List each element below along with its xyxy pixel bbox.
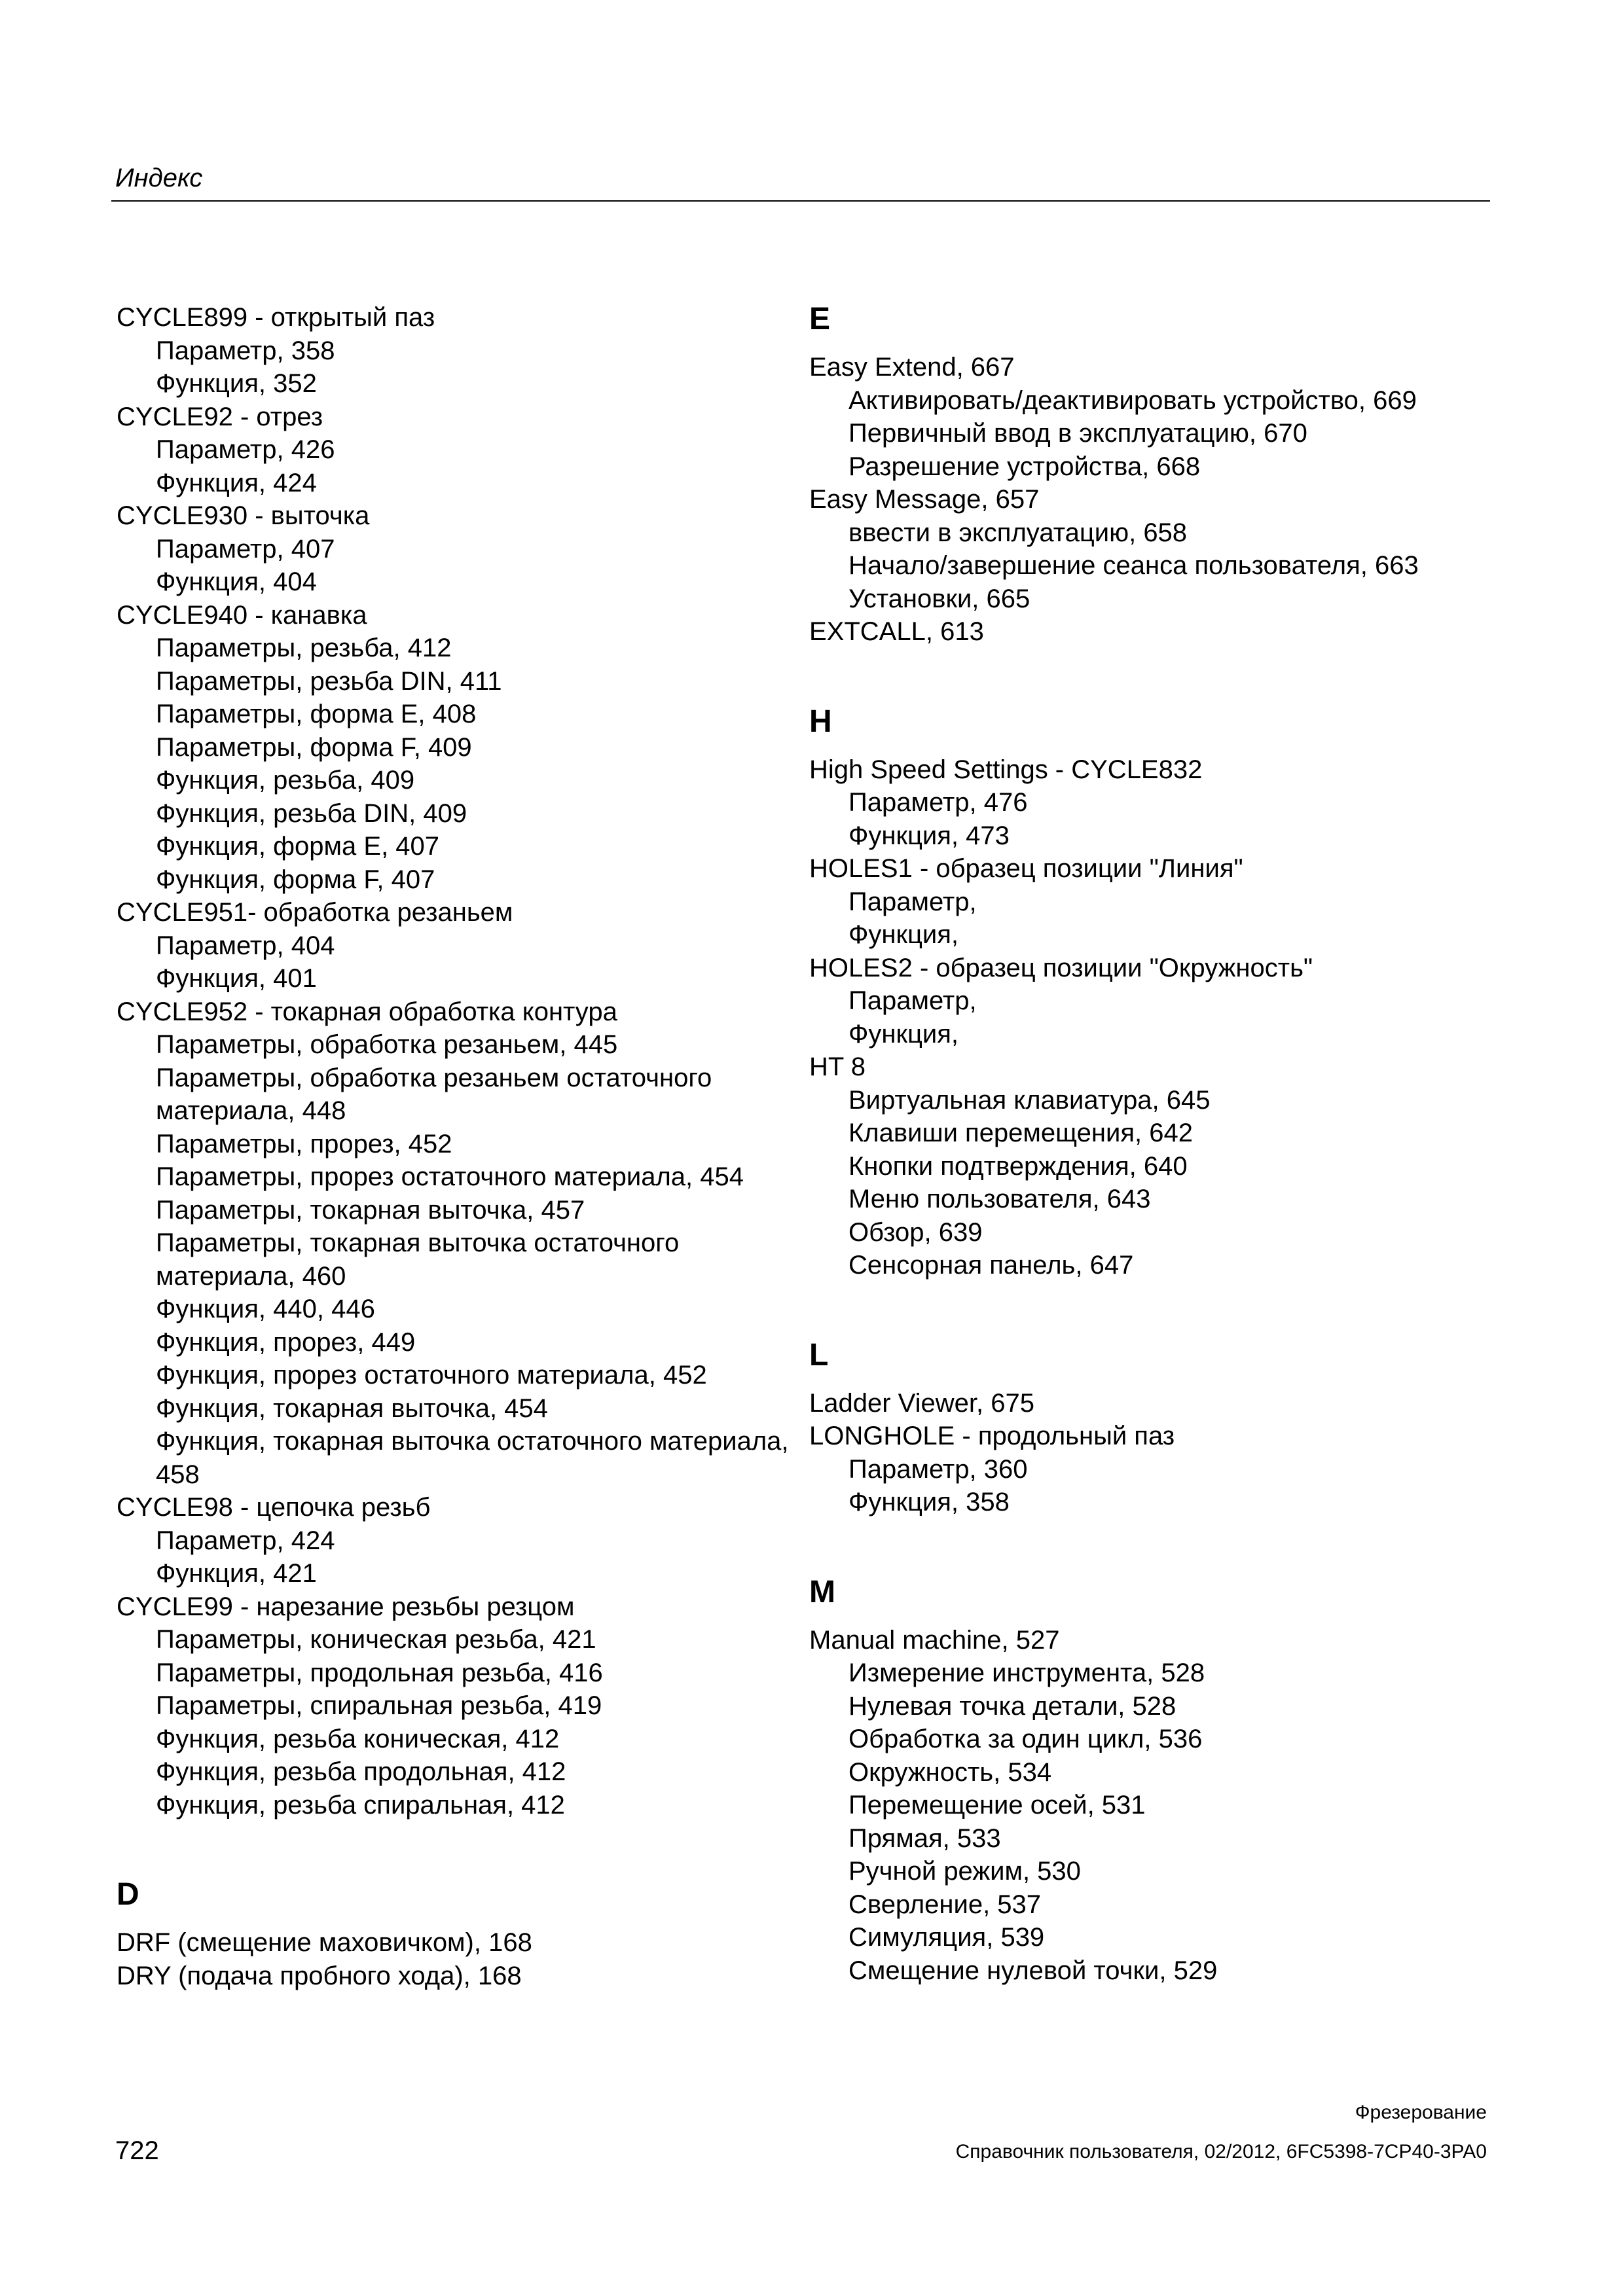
index-section-letter: L	[809, 1337, 829, 1372]
index-subentry: Активировать/деактивировать устройство, 669	[848, 386, 1417, 415]
index-subentry: Виртуальная клавиатура, 645	[848, 1085, 1211, 1115]
index-entry: CYCLE99 - нарезание резьбы резцом	[117, 1592, 575, 1621]
index-subentry: Функция, прорез остаточного материала, 452	[156, 1361, 707, 1390]
index-entry: HT 8	[809, 1052, 866, 1081]
header-divider	[111, 200, 1490, 202]
index-subentry: Параметры, продольная резьба, 416	[156, 1658, 603, 1687]
index-subentry: Параметр, 407	[156, 534, 335, 564]
index-section-letter: H	[809, 704, 832, 739]
index-column-left	[117, 301, 824, 1992]
index-subentry: Функция,	[848, 1019, 959, 1049]
index-subentry: Параметр, 358	[156, 336, 335, 365]
index-subentry: Параметры, токарная выточка остаточного материала, 460	[156, 1229, 680, 1291]
index-entry: Manual machine, 527	[809, 1625, 1060, 1655]
index-subentry: Функция, 440, 446	[156, 1295, 375, 1323]
index-column-right	[809, 301, 1516, 1987]
index-subentry: Параметр,	[848, 986, 977, 1015]
index-subentry: Обзор, 639	[848, 1217, 983, 1247]
index-section-letter: D	[117, 1877, 139, 1912]
index-entry: CYCLE952 - токарная обработка контура	[117, 997, 617, 1026]
index-subentry: Параметр, 426	[156, 435, 335, 464]
index-subentry: Параметры, резьба DIN, 411	[156, 666, 502, 696]
index-subentry: Меню пользователя, 643	[848, 1185, 1151, 1213]
index-entry: High Speed Settings - CYCLE832	[809, 755, 1203, 784]
index-entry: DRF (смещение маховичком), 168	[117, 1928, 532, 1957]
index-subentry: Начало/завершение сеанса пользователя, 663	[848, 551, 1419, 580]
index-entry: HOLES1 - образец позиции "Линия"	[809, 854, 1243, 883]
index-entry: EXTCALL, 613	[809, 617, 984, 646]
index-entry: CYCLE951- обработка резаньем	[117, 898, 513, 927]
page-header-title: Индекс	[115, 164, 203, 192]
index-subentry: Функция, резьба коническая, 412	[156, 1724, 560, 1753]
index-subentry: Параметр, 360	[848, 1454, 1028, 1484]
index-subentry: Обработка за один цикл, 536	[848, 1725, 1203, 1753]
index-subentry: Установки, 665	[848, 584, 1030, 613]
footer-reference: Справочник пользователя, 02/2012, 6FC5398-7CP40-3PA0	[955, 2141, 1487, 2162]
index-subentry: Функция, 404	[156, 567, 317, 596]
index-subentry: Параметр, 404	[156, 931, 335, 960]
index-subentry: Смещение нулевой точки, 529	[848, 1956, 1218, 1985]
index-subentry: Параметр, 476	[848, 788, 1028, 817]
footer-page-number: 722	[115, 2136, 159, 2165]
index-subentry: Функция, 421	[156, 1559, 317, 1588]
index-subentry: Параметры, форма E, 408	[156, 700, 477, 728]
index-subentry: Параметры, прорез остаточного материала, 454	[156, 1162, 744, 1191]
index-subentry: Нулевая точка детали, 528	[848, 1691, 1176, 1721]
index-subentry: Параметры, форма F, 409	[156, 732, 472, 762]
index-subentry: Параметр, 424	[156, 1526, 335, 1555]
index-subentry: Функция, резьба продольная, 412	[156, 1757, 566, 1786]
index-subentry: Разрешение устройства, 668	[848, 452, 1201, 481]
index-subentry: Функция, 352	[156, 369, 317, 398]
index-subentry: Параметры, обработка резаньем, 445	[156, 1030, 618, 1059]
index-subentry: Параметры, спиральная резьба, 419	[156, 1691, 602, 1720]
index-subentry: Функция, прорез, 449	[156, 1327, 416, 1357]
index-section-letter: E	[809, 302, 831, 336]
index-subentry: Сенсорная панель, 647	[848, 1251, 1134, 1280]
index-subentry: Функция, резьба DIN, 409	[156, 798, 467, 828]
index-entry: CYCLE899 - открытый паз	[117, 303, 435, 332]
index-subentry: Клавиши перемещения, 642	[848, 1119, 1193, 1147]
index-subentry: Функция, резьба спиральная, 412	[156, 1790, 565, 1820]
index-entry: Easy Message, 657	[809, 485, 1040, 514]
index-subentry: Функция,	[848, 920, 959, 949]
index-subentry: Окружность, 534	[848, 1757, 1052, 1787]
index-subentry: Функция, резьба, 409	[156, 766, 415, 795]
index-subentry: Параметры, коническая резьба, 421	[156, 1625, 596, 1654]
index-entry: CYCLE940 - канавка	[117, 600, 367, 630]
index-subentry: Функция, 358	[848, 1488, 1010, 1516]
index-entry: DRY (подача пробного хода), 168	[117, 1961, 522, 1990]
index-subentry: Ручной режим, 530	[848, 1857, 1081, 1886]
index-entry: CYCLE98 - цепочка резьб	[117, 1493, 431, 1522]
index-section-letter: M	[809, 1574, 835, 1609]
index-entry: Easy Extend, 667	[809, 353, 1015, 382]
index-subentry: Функция, токарная выточка, 454	[156, 1393, 548, 1423]
index-subentry: Первичный ввод в эксплуатацию, 670	[848, 419, 1307, 448]
index-subentry: Параметр,	[848, 887, 977, 916]
index-subentry: Функция, 401	[156, 964, 317, 993]
index-subentry: Кнопки подтверждения, 640	[848, 1151, 1188, 1181]
index-entry: CYCLE930 - выточка	[117, 501, 370, 530]
index-subentry: Параметры, обработка резаньем остаточного материала, 448	[156, 1063, 712, 1125]
index-subentry: Функция, 473	[848, 821, 1010, 850]
index-subentry: Измерение инструмента, 528	[848, 1659, 1205, 1687]
index-subentry: Функция, 424	[156, 468, 317, 497]
index-subentry: Функция, форма E, 407	[156, 832, 440, 861]
index-entry: HOLES2 - образец позиции "Окружность"	[809, 953, 1313, 982]
index-subentry: Параметры, резьба, 412	[156, 634, 452, 662]
footer-book-title: Фрезерование	[1355, 2102, 1487, 2123]
index-subentry: Параметры, токарная выточка, 457	[156, 1195, 585, 1225]
index-entry: LONGHOLE - продольный паз	[809, 1422, 1175, 1450]
index-subentry: Сверление, 537	[848, 1890, 1042, 1919]
index-subentry: Параметры, прорез, 452	[156, 1129, 452, 1158]
index-subentry: Прямая, 533	[848, 1823, 1001, 1853]
index-subentry: Симуляция, 539	[848, 1923, 1045, 1952]
index-subentry: Функция, токарная выточка остаточного материала, 458	[156, 1427, 789, 1489]
index-entry: CYCLE92 - отрез	[117, 402, 323, 431]
index-subentry: ввести в эксплуатацию, 658	[848, 518, 1188, 547]
index-entry: Ladder Viewer, 675	[809, 1388, 1034, 1418]
index-subentry: Перемещение осей, 531	[848, 1791, 1146, 1820]
index-subentry: Функция, форма F, 407	[156, 865, 435, 894]
